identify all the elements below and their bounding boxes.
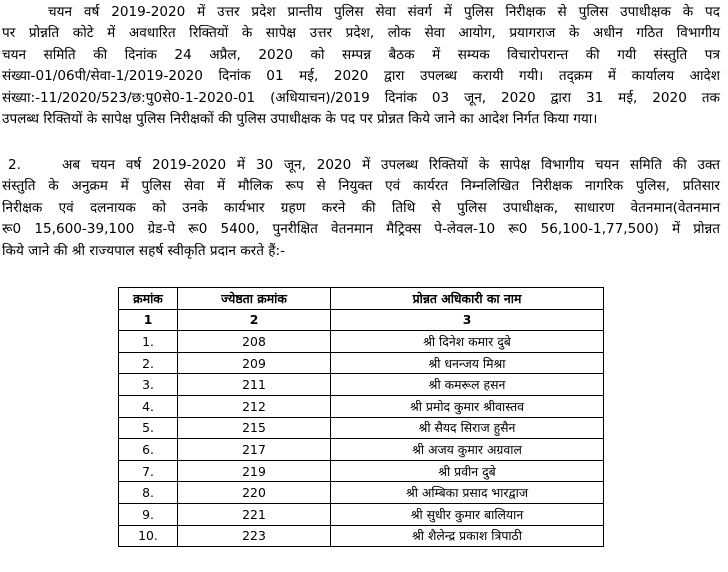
- paragraph-line: चयन वर्ष 2019-2020 में उत्तर प्रदेश प्रान्तीय पुलिस सेवा संवर्ग में पुलिस निरीक्षक से पुलिस उपाधीक्षक के पद: [48, 4, 720, 20]
- serial-cell: 1.: [119, 331, 178, 353]
- seniority-cell: 219: [178, 460, 331, 482]
- serial-cell: 9.: [119, 503, 178, 525]
- paragraph-line: संस्तुति के अनुक्रम में पुलिस सेवा में मौलिक रूप से नियुक्त एवं कार्यरत निम्नलिखित निरीक्षक नागरिक पुलिस, प्रतिसार: [2, 178, 720, 195]
- serial-cell: 6.: [119, 439, 178, 461]
- promotion-table: [118, 287, 604, 547]
- seniority-cell: 211: [178, 374, 331, 396]
- table-row: [119, 525, 604, 547]
- serial-cell: 2.: [119, 352, 178, 374]
- seniority-cell: 209: [178, 352, 331, 374]
- paragraph-1: [2, 2, 720, 130]
- header-seniority: ज्येष्ठता क्रमांक: [178, 288, 331, 310]
- index-cell: 1: [119, 309, 178, 331]
- officer-name-cell: श्री दिनेश कमार दुबे: [331, 331, 604, 353]
- paragraph-line: संख्या:-11/2020/523/छ:पु0से0-1-2020-01 (अधियाचन)/2019 दिनांक 03 जून, 2020 द्वारा 31 मई, 2020 तक: [2, 89, 720, 106]
- paragraph-line: निरीक्षक एवं दलनायक को उनके कार्यभार ग्रहण करने की तिथि से पुलिस उपाधीक्षक, साधारण वेतनमान(वेतनमान: [2, 199, 720, 216]
- table-row: [119, 460, 604, 482]
- index-cell: 3: [331, 309, 604, 331]
- officer-name-cell: श्री कमरूल हसन: [331, 374, 604, 396]
- paragraph-line: उपलब्ध रिक्तियों के सापेक्ष पुलिस निरीक्षकों की पुलिस उपाधीक्षक के पद पर प्रोन्नत किये जाने का आदेश निर्गत किया गया।: [2, 111, 598, 128]
- officer-name-cell: श्री सैयद सिराज हुसैन: [331, 417, 604, 439]
- paragraph-2: [2, 155, 720, 262]
- seniority-cell: 212: [178, 395, 331, 417]
- seniority-cell: 223: [178, 525, 331, 547]
- table-row: [119, 352, 604, 374]
- table-row: [119, 331, 604, 353]
- officer-name-cell: श्री शैलेन्द्र प्रकाश त्रिपाठी: [331, 525, 604, 547]
- officer-name-cell: श्री अजय कुमार अग्रवाल: [331, 439, 604, 461]
- paragraph-line: रू0 15,600-39,100 ग्रेड-पे रू0 5400, पुनरीक्षित वेतनमान मैट्रिक्स पे-लेवल-10 रू0 56,100-1,77,500) में प्रोन्नत: [2, 221, 720, 238]
- serial-cell: 3.: [119, 374, 178, 396]
- officer-name-cell: श्री अम्बिका प्रसाद भारद्वाज: [331, 482, 604, 504]
- table-header-row: [119, 288, 604, 310]
- seniority-cell: 215: [178, 417, 331, 439]
- paragraph-line: पर प्रोन्नति कोटे में अवधारित रिक्तियों के सापेक्ष उत्तर प्रदेश, लोक सेवा आयोग, प्रयागराज के अधीन गठित विभागीय: [2, 25, 720, 42]
- table-row: [119, 439, 604, 461]
- officer-name-cell: श्री धनन्जय मिश्रा: [331, 352, 604, 374]
- paragraph-number: 2.: [8, 157, 21, 173]
- serial-cell: 10.: [119, 525, 178, 547]
- officer-name-cell: श्री सुधीर कुमार बालियान: [331, 503, 604, 525]
- seniority-cell: 220: [178, 482, 331, 504]
- officer-name-cell: श्री प्रवीन दुबे: [331, 460, 604, 482]
- table-row: [119, 482, 604, 504]
- seniority-cell: 221: [178, 503, 331, 525]
- serial-cell: 4.: [119, 395, 178, 417]
- index-cell: 2: [178, 309, 331, 331]
- table-row: [119, 395, 604, 417]
- serial-cell: 5.: [119, 417, 178, 439]
- table-row: [119, 417, 604, 439]
- paragraph-line: संख्या-01/06पी/सेवा-1/2019-2020 दिनांक 01 मई, 2020 द्वारा उपलब्ध करायी गयी। तद्क्रम में कार्यालय आदेश: [2, 68, 720, 85]
- paragraph-line: किये जाने की श्री राज्यपाल सहर्ष स्वीकृति प्रदान करते हैं:-: [2, 242, 286, 259]
- header-serial: क्रमांक: [119, 288, 178, 310]
- serial-cell: 7.: [119, 460, 178, 482]
- header-officer-name: प्रोन्नत अधिकारी का नाम: [331, 288, 604, 310]
- serial-cell: 8.: [119, 482, 178, 504]
- seniority-cell: 208: [178, 331, 331, 353]
- paragraph-line: अब चयन वर्ष 2019-2020 में 30 जून, 2020 में उपलब्ध रिक्तियों के सापेक्ष विभागीय चयन समिति की उक्त: [62, 157, 720, 173]
- paragraph-line: चयन समिति की दिनांक 24 अप्रैल, 2020 को सम्पन्न बैठक में सम्यक विचारोपरान्त की गयी संस्तुति पत्र: [2, 46, 720, 63]
- table-row: [119, 503, 604, 525]
- table-row: [119, 374, 604, 396]
- seniority-cell: 217: [178, 439, 331, 461]
- table-index-row: [119, 309, 604, 331]
- officer-name-cell: श्री प्रमोद कुमार श्रीवास्तव: [331, 395, 604, 417]
